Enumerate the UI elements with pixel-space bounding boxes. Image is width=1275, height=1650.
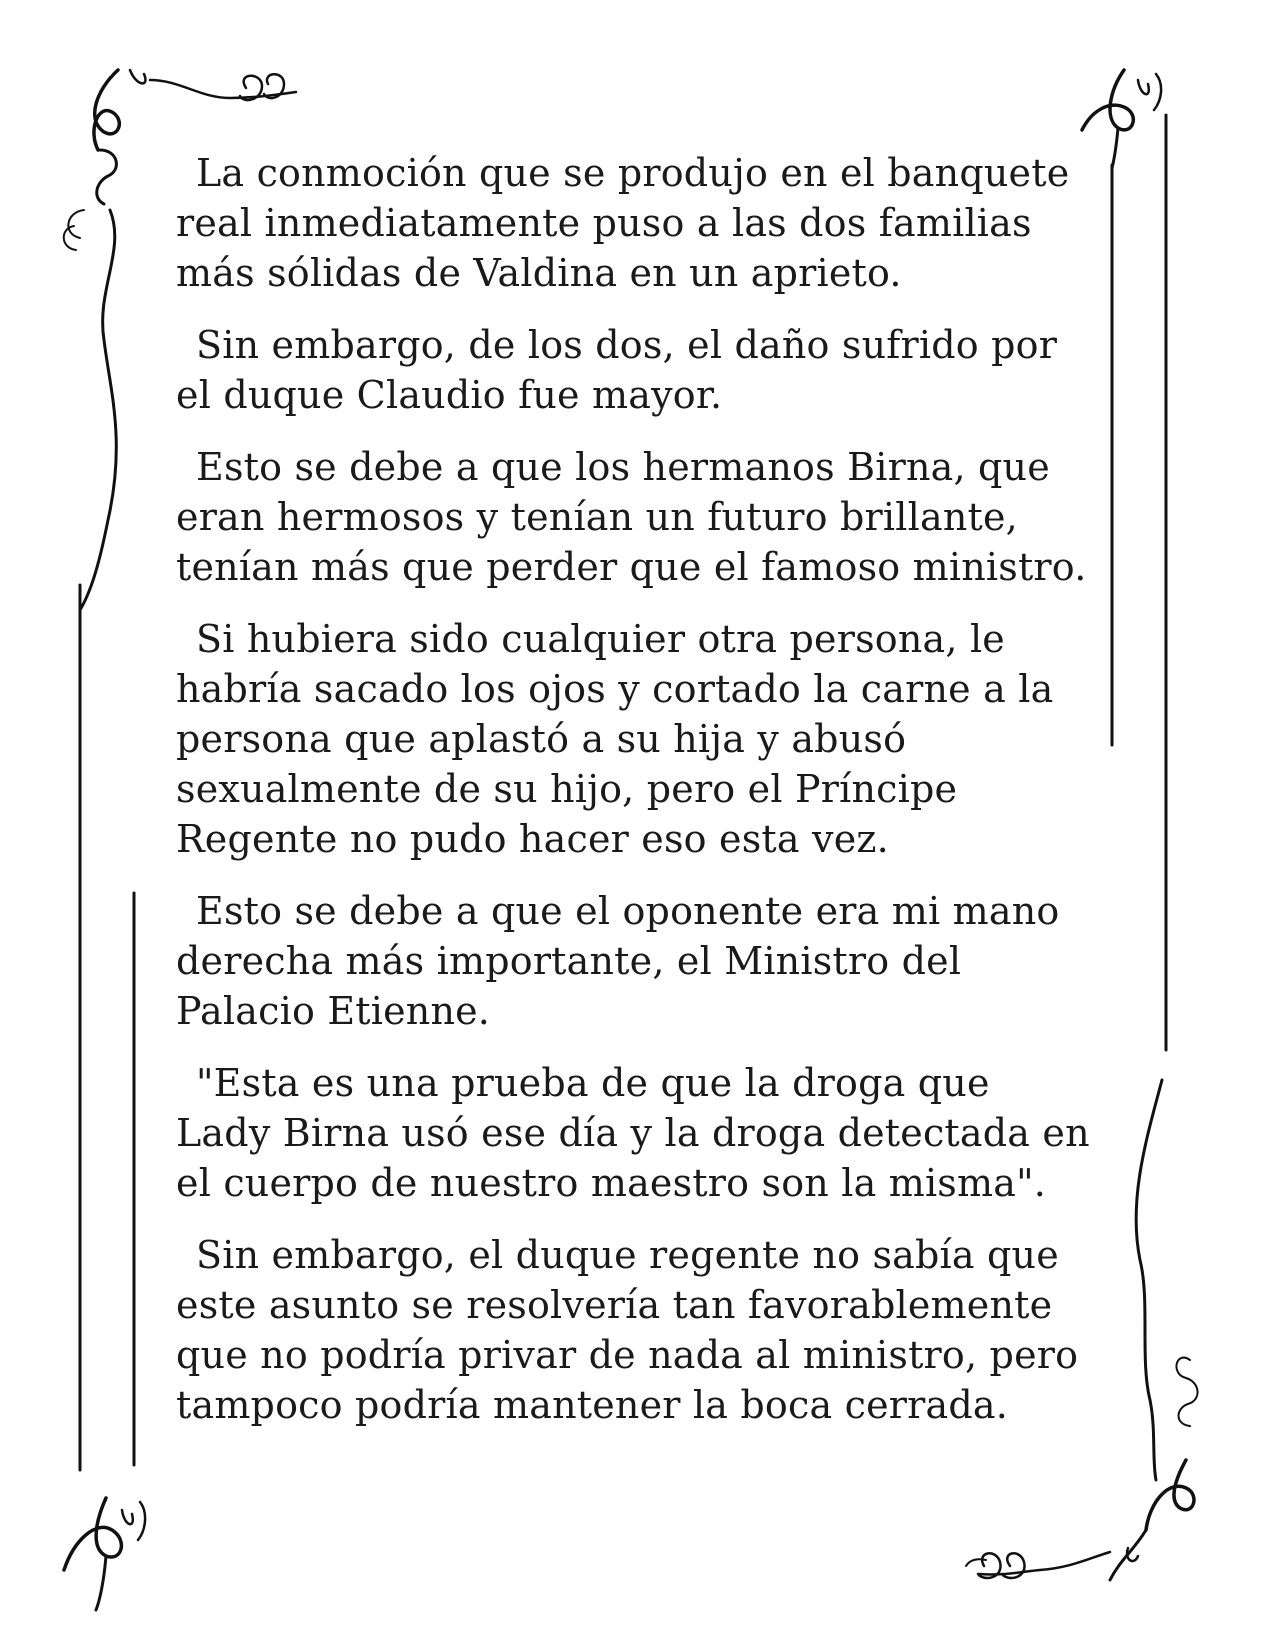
paragraph-2: Sin embargo, de los dos, el daño sufrido por el duque Claudio fue mayor.	[176, 323, 1058, 417]
story-text	[176, 148, 1096, 1452]
bottom-left-flourish-icon	[64, 1498, 145, 1610]
paragraph-6: "Esta es una prueba de que la droga que Lady Birna usó ese día y la droga detectada en el cuerpo de nuestro maestro son la misma".	[176, 1061, 1090, 1205]
paragraph-5: Esto se debe a que el oponente era mi mano derecha más importante, el Ministro del Palacio Etienne.	[176, 889, 1060, 1033]
paragraph-7: Sin embargo, el duque regente no sabía que este asunto se resolvería tan favorablemente que no podría privar de nada al ministro, pero tampoco podría mantener la boca cerrada.	[176, 1233, 1079, 1427]
paragraph-1: La conmoción que se produjo en el banquete real inmediatamente puso a las dos familias más sólidas de Valdina en un aprieto.	[176, 151, 1070, 295]
paragraph-3: Esto se debe a que los hermanos Birna, que eran hermosos y tenían un futuro brillante, tenían más que perder que el famoso ministro.	[176, 445, 1087, 589]
paragraph-4: Si hubiera sido cualquier otra persona, le habría sacado los ojos y cortado la carne a la persona que aplastó a su hija y abusó sexualmente de su hijo, pero el Príncipe Regente no pudo hacer eso esta vez.	[176, 617, 1054, 861]
